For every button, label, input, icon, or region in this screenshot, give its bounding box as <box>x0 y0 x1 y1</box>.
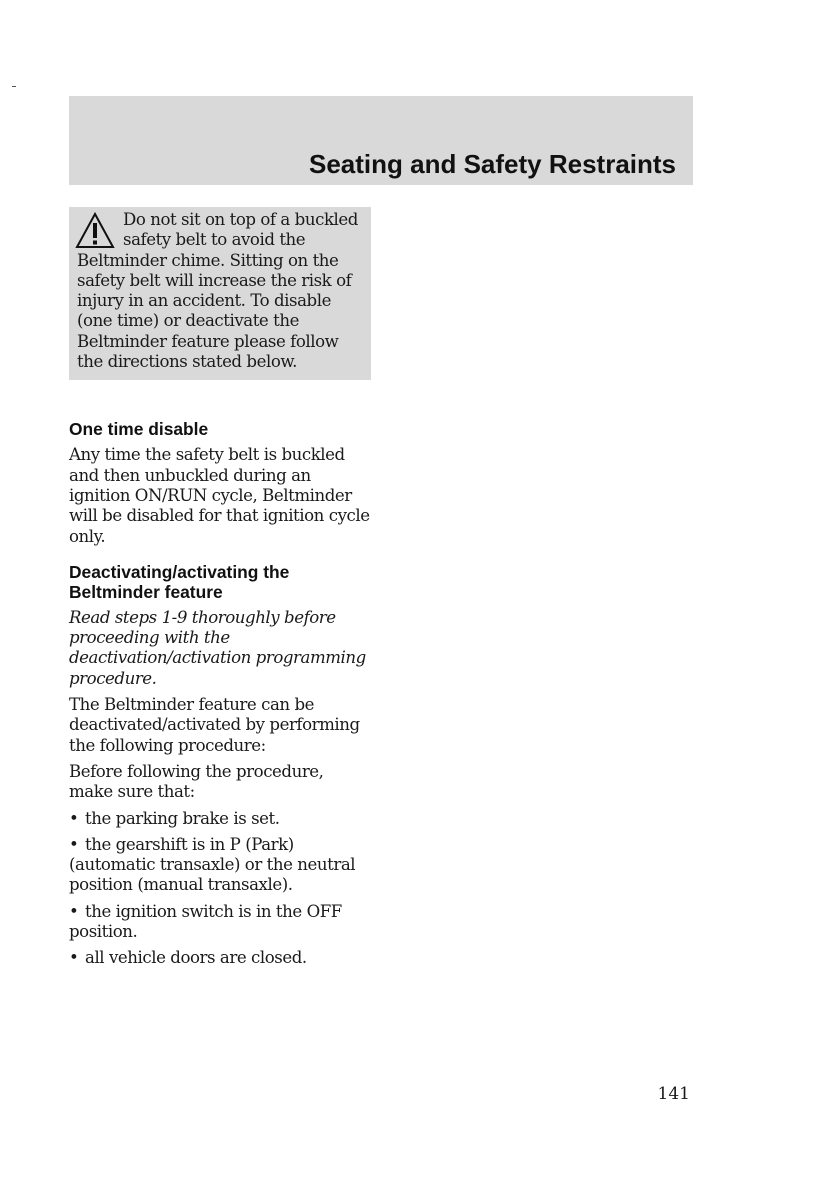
procedure-intro: The Beltminder feature can be deactivated/activated by performing the following procedure: <box>69 695 360 755</box>
list-item-text: all vehicle doors are closed. <box>85 948 307 968</box>
bullet-icon: • <box>69 948 79 968</box>
page-content <box>69 207 371 969</box>
list-item-text: the ignition switch is in the OFF position. <box>69 901 342 942</box>
list-item <box>69 835 371 896</box>
one-time-disable-heading: One time disable <box>69 419 209 440</box>
warning-triangle-icon <box>75 212 115 250</box>
list-item <box>69 902 371 943</box>
section-header <box>69 96 693 185</box>
page-number: 141 <box>657 1084 690 1104</box>
warning-box <box>69 207 371 380</box>
procedure-note: Read steps 1-9 thoroughly before proceeding with the deactivation/activation programming procedure. <box>69 607 366 688</box>
list-item <box>69 948 371 968</box>
section-title: Seating and Safety Restraints <box>309 149 676 179</box>
list-item <box>69 809 371 829</box>
list-item-text: the parking brake is set. <box>85 808 280 828</box>
one-time-disable-body: Any time the safety belt is buckled and then unbuckled during an ignition ON/RUN cycle, Beltminder will be disabled for that ignition cycle only. <box>69 445 370 546</box>
precondition-list <box>69 809 371 969</box>
deactivating-heading: Deactivating/activating the Beltminder feature <box>69 561 290 602</box>
list-item-text: the gearshift is in P (Park) (automatic transaxle) or the neutral position (manual transaxle). <box>69 834 356 895</box>
bullet-icon: • <box>69 808 79 828</box>
procedure-precondition: Before following the procedure, make sure that: <box>69 761 324 802</box>
warning-text: Do not sit on top of a buckled safety belt to avoid the Beltminder chime. Sitting on the safety belt will increase the risk of injury in an accident. To disable (one time) or deactivate the Beltminder feature please follow the directions stated below. <box>77 210 358 372</box>
bullet-icon: • <box>69 834 79 854</box>
bullet-icon: • <box>69 901 79 921</box>
scan-mark <box>12 86 16 87</box>
